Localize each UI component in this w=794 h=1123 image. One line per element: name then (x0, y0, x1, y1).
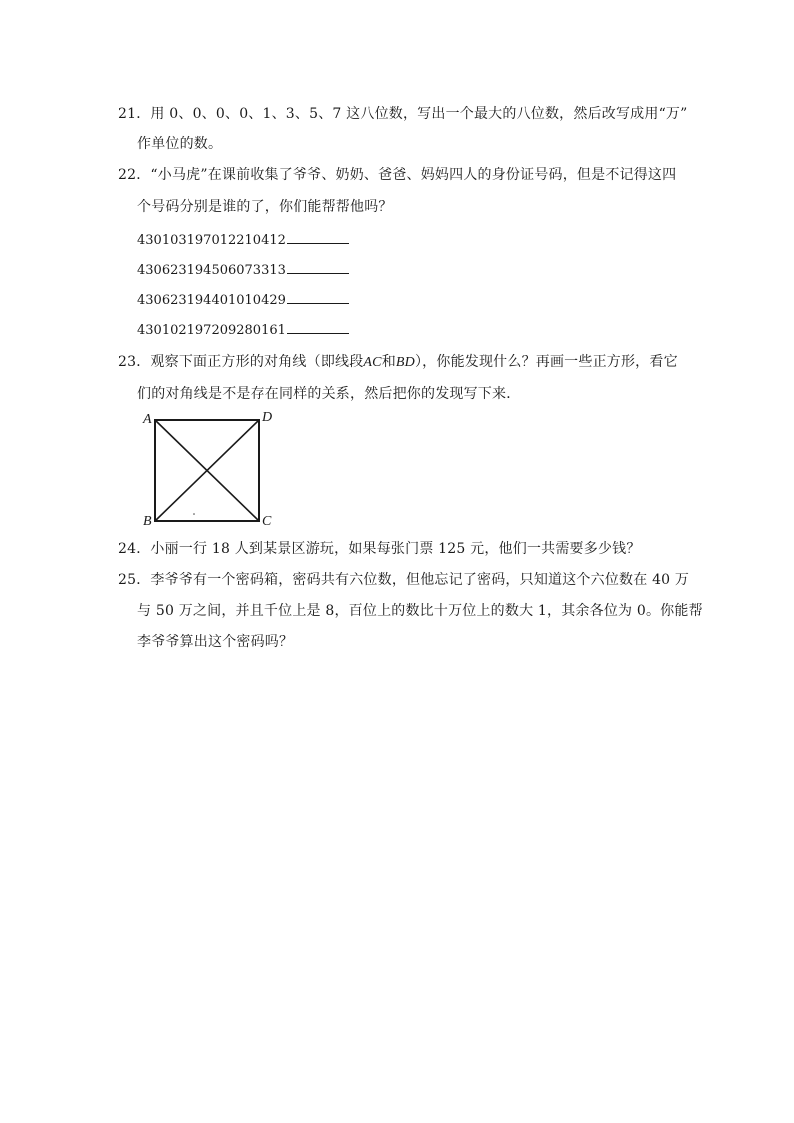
answer-blank[interactable] (287, 290, 349, 304)
question-text: 用 0、0、0、0、1、3、5、7 这八位数，写出一个最大的八位数，然后改写成用“万” (150, 106, 688, 122)
question-21-continued (137, 134, 222, 154)
id-number-line (137, 290, 349, 311)
id-number-line (137, 230, 349, 251)
square-diagram (140, 408, 280, 530)
question-text: ），你能发现什么？再画一些正方形，看它 (414, 354, 678, 370)
question-23-continued (137, 384, 520, 404)
question-number: 21． (118, 106, 151, 122)
question-25 (118, 570, 689, 590)
vertex-label-a: A (143, 412, 152, 427)
question-25-continued (137, 601, 703, 621)
question-text: “小马虎”在课前收集了爷爷、奶奶、爸爸、妈妈四人的身份证号码，但是不记得这四 (150, 167, 677, 183)
id-number-line (137, 320, 349, 341)
answer-blank[interactable] (287, 320, 349, 334)
question-21 (118, 104, 688, 124)
question-22-continued (137, 197, 393, 217)
id-number: 430102197209280161 (137, 323, 286, 338)
question-number: 23． (118, 354, 151, 370)
question-text: 作单位的数。 (137, 136, 223, 152)
speck (193, 513, 195, 515)
answer-blank[interactable] (287, 230, 349, 244)
question-text: 和 (381, 354, 396, 370)
vertex-label-d: D (262, 410, 273, 425)
question-25-continued (137, 632, 293, 652)
question-text: 李爷爷有一个密码箱，密码共有六位数，但他忘记了密码，只知道这个六位数在 40 万 (150, 572, 690, 588)
question-text: 李爷爷算出这个密码吗？ (137, 634, 294, 650)
id-number: 430623194401010429 (137, 293, 286, 308)
question-22 (118, 165, 676, 185)
question-text: 观察下面正方形的对角线（即线段 (150, 354, 364, 370)
question-text: 们的对角线是不是存在同样的关系，然后把你的发现写下来． (137, 386, 521, 402)
question-number: 24． (118, 541, 151, 557)
question-text: 小丽一行 18 人到某景区游玩，如果每张门票 125 元，他们一共需要多少钱？ (150, 541, 641, 557)
vertex-label-b: B (143, 514, 152, 529)
vertex-label-c: C (262, 514, 272, 529)
question-number: 25． (118, 572, 151, 588)
question-number: 22． (118, 167, 151, 183)
segment-ac: AC (363, 355, 382, 370)
answer-blank[interactable] (287, 260, 349, 274)
segment-bd: BD (395, 355, 415, 370)
question-24 (118, 539, 641, 559)
question-text: 个号码分别是谁的了，你们能帮帮他吗？ (137, 199, 393, 215)
question-text: 与 50 万之间，并且千位上是 8，百位上的数比十万位上的数大 1，其余各位为 0。你能帮 (137, 603, 703, 619)
id-number: 430103197012210412 (137, 233, 286, 248)
question-23 (118, 352, 678, 373)
id-number-line (137, 260, 349, 281)
id-number: 430623194506073313 (137, 263, 286, 278)
